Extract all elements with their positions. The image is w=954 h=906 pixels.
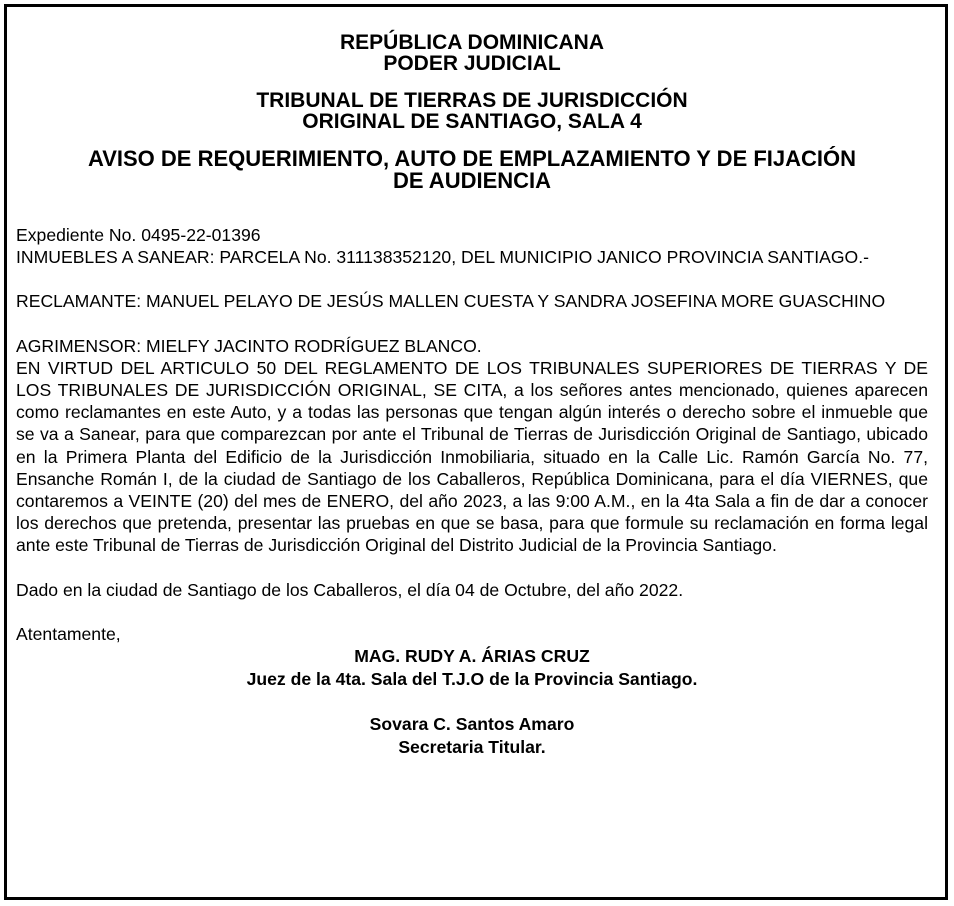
signature-block [16,645,928,759]
issued-date-line: Dado en la ciudad de Santiago de los Caballeros, el día 04 de Octubre, del año 2022. [16,579,684,600]
court-title-line2: ORIGINAL DE SANTIAGO, SALA 4 [302,110,642,133]
surveyor-line: AGRIMENSOR: MIELFY JACINTO RODRÍGUEZ BLANCO. [16,335,482,356]
header-court [16,90,928,132]
judicial-power-title: PODER JUDICIAL [383,52,561,75]
notice-content [16,28,928,759]
notice-title-line2: DE AUDIENCIA [392,168,552,193]
judge-name: MAG. RUDY A. ÁRIAS CRUZ [354,646,590,667]
header-notice [16,148,928,192]
header-republic [16,32,928,74]
property-line: INMUEBLES A SANEAR: PARCELA No. 311138352120, DEL MUNICIPIO JANICO PROVINCIA SANTIAGO.- [16,247,869,268]
notice-title-line1: AVISO DE REQUERIMIENTO, AUTO DE EMPLAZAMIENTO Y DE FIJACIÓN [87,146,857,171]
republic-title: REPÚBLICA DOMINICANA [339,31,605,54]
case-number: Expediente No. 0495-22-01396 [16,225,261,245]
closing-salutation: Atentamente, [16,623,121,644]
court-title-line1: TRIBUNAL DE TIERRAS DE JURISDICCIÓN [256,89,688,112]
secretary-title: Secretaria Titular. [398,737,546,758]
claimant-line: RECLAMANTE: MANUEL PELAYO DE JESÚS MALLEN CUESTA Y SANDRA JOSEFINA MORE GUASCHINO [16,291,886,312]
judge-title: Juez de la 4ta. Sala del T.J.O de la Provincia Santiago. [246,669,698,690]
citation-paragraph: EN VIRTUD DEL ARTICULO 50 DEL REGLAMENTO DE LOS TRIBUNALES SUPERIORES DE TIERRAS Y DE LOS TRIBUNALES DE JURISDICCIÓN ORIGINAL, SE CITA, a los señores antes mencionado, quienes aparecen como reclamantes en este Auto, y a todas las personas que tengan algún interés o derecho sobre el inmueble que se va a Sanear, para que comparezcan por ante el Tribunal de Tierras de Jurisdicción Original de Santiago, ubicado en la Primera Planta del Edificio de la Jurisdicción Inmobiliaria, situado en la Calle Lic. Ramón García No. 77, Ensanche Román I, de la ciudad de Santiago de los Caballeros, República Dominicana, para el día VIERNES, que contaremos a VEINTE (20) del mes de ENERO, del año 2023, a las 9:00 A.M., en la 4ta Sala a fin de dar a conocer los derechos que pretenda, presentar las pruebas en que se basa, para que formule su reclamación en forma legal ante este Tribunal de Tierras de Jurisdicción Original del Distrito Judicial de la Provincia Santiago. [16,357,928,556]
notice-body [16,224,928,645]
secretary-name: Sovara C. Santos Amaro [369,714,575,735]
